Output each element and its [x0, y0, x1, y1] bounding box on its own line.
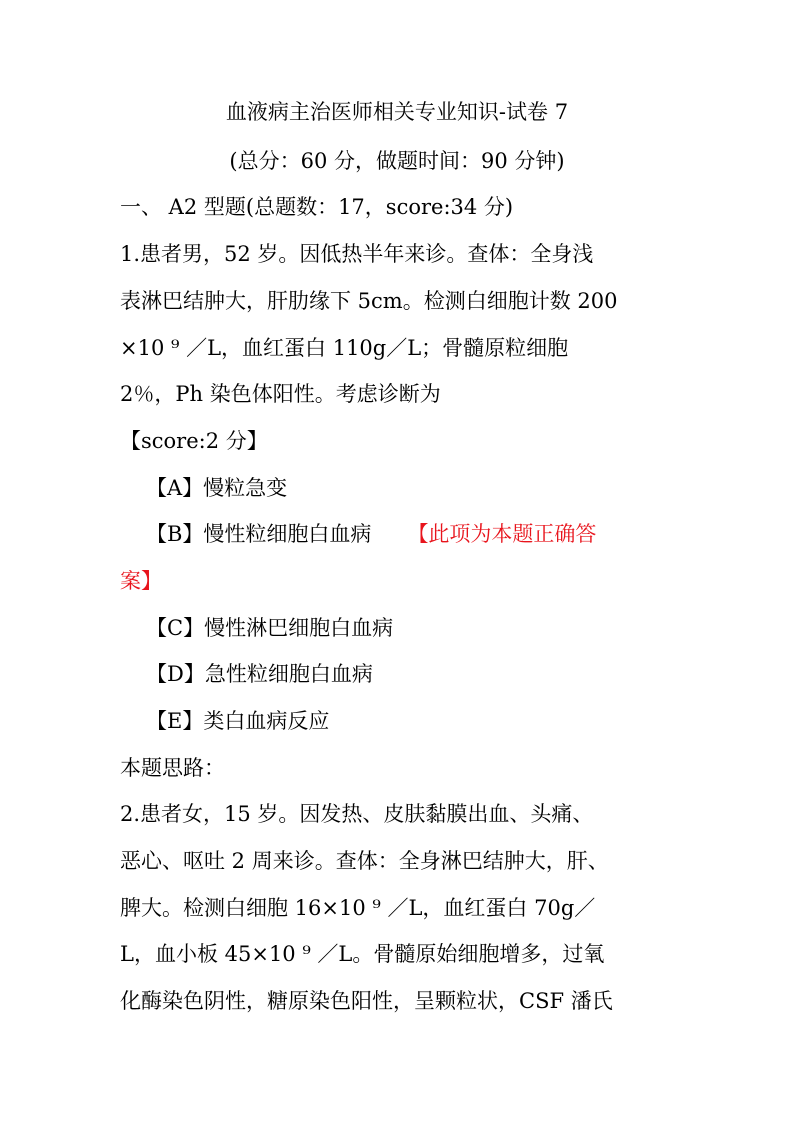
option-b: 【B】慢性粒细胞白血病 [146, 522, 372, 546]
correct-answer-mark-end: 案】 [120, 569, 162, 593]
question-2-line-5: 化酶染色阴性，糖原染色阳性，呈颗粒状，CSF 潘氏 [120, 989, 613, 1013]
question-1-line-3: ×10 ⁹ ／L，血红蛋白 110g／L；骨髓原粒细胞 [120, 336, 569, 360]
question-2-line-2: 恶心、呕吐 2 周来诊。查体：全身淋巴结肿大，肝、 [120, 849, 609, 873]
option-a: 【A】慢粒急变 [146, 476, 288, 500]
correct-answer-mark: 【此项为本题正确答 [407, 522, 597, 546]
question-2-line-3: 脾大。检测白细胞 16×10 ⁹ ／L，血红蛋白 70g／ [120, 896, 596, 920]
question-1-score: 【score:2 分】 [120, 429, 268, 453]
option-d: 【D】急性粒细胞白血病 [146, 662, 373, 686]
question-1-line-2: 表淋巴结肿大，肝肋缘下 5cm。检测白细胞计数 200 [120, 289, 618, 313]
analysis-label: 本题思路： [120, 756, 225, 780]
question-1-line-4: 2％，Ph 染色体阳性。考虑诊断为 [120, 382, 441, 406]
question-1-line-1: 1.患者男，52 岁。因低热半年来诊。查体：全身浅 [120, 242, 594, 266]
option-b-row [146, 522, 706, 546]
option-c: 【C】慢性淋巴细胞白血病 [146, 616, 394, 640]
question-2-line-1: 2.患者女，15 岁。因发热、皮肤黏膜出血、头痛、 [120, 802, 594, 826]
document-title: 血液病主治医师相关专业知识-试卷 7 [225, 100, 569, 124]
option-e: 【E】类白血病反应 [146, 709, 330, 733]
section-heading: 一、 A2 型题(总题数：17，score:34 分) [120, 195, 514, 219]
document-subtitle: (总分：60 分，做题时间：90 分钟) [229, 149, 565, 173]
question-2-line-4: L，血小板 45×10 ⁹ ／L。骨髓原始细胞增多，过氧 [120, 942, 605, 966]
